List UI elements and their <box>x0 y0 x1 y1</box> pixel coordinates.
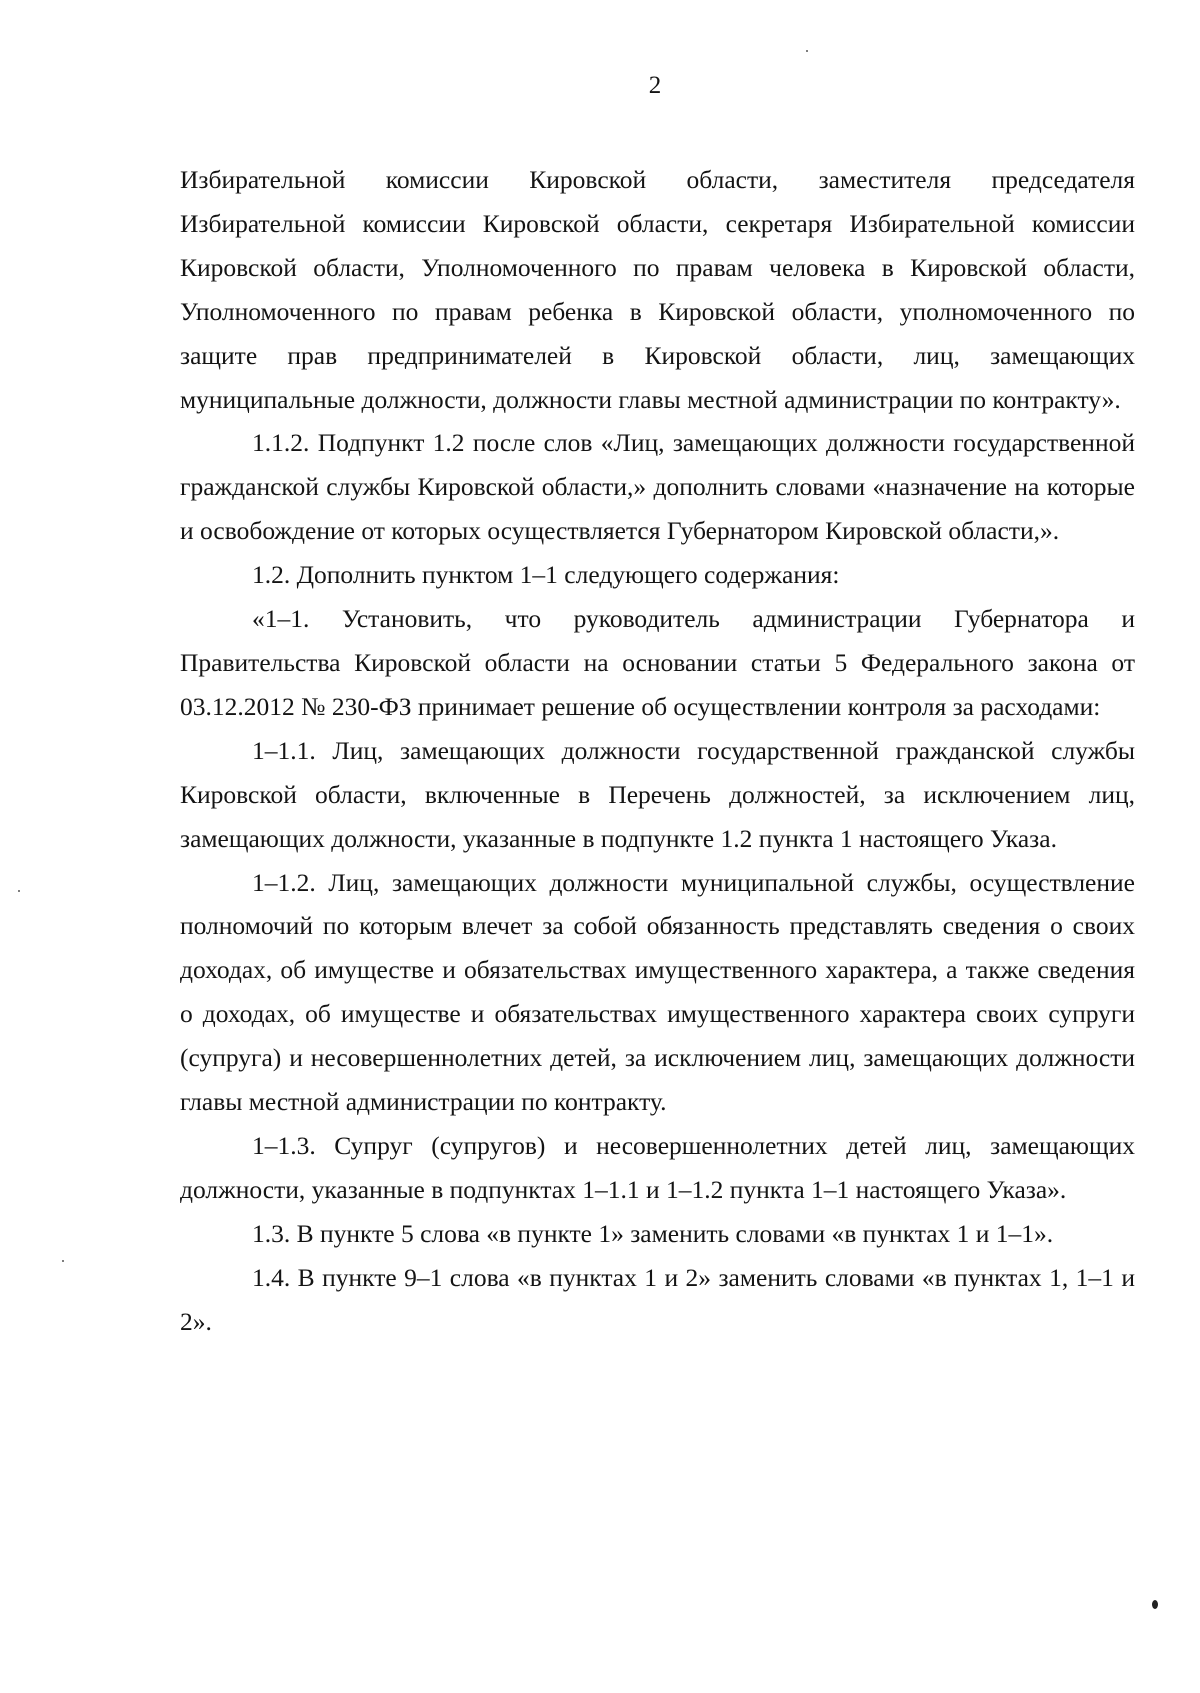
paragraph-1-2: 1.2. Дополнить пунктом 1–1 следующего содержания: <box>252 560 840 590</box>
paragraph-1-1-intro: «1–1. Установить, что руководитель администрации Губернатора и Правительства Кировской области на основании статьи 5 Федерального закона от 03.12.2012 № 230-ФЗ принимает решение об осуществлении контроля за расходами: <box>180 604 1135 721</box>
scan-speck <box>1152 1600 1158 1609</box>
scan-speck <box>62 1260 64 1262</box>
paragraph-1-3: 1.3. В пункте 5 слова «в пункте 1» заменить словами «в пунктах 1 и 1–1». <box>252 1218 1054 1248</box>
page-number: 2 <box>648 72 662 99</box>
paragraph-1-1-2: 1.1.2. Подпункт 1.2 после слов «Лиц, замещающих должности государственной гражданской службы Кировской области,» дополнить словами «назначение на которые и освобождение от которых осуществляется Губернатором Кировской области,». <box>180 428 1135 546</box>
paragraph-1-1-1: 1–1.1. Лиц, замещающих должности государственной гражданской службы Кировской области, включенные в Перечень должностей, за исключением лиц, замещающих должности, указанные в подпункте 1.2 пункта 1 настоящего Указа. <box>180 735 1135 853</box>
scan-speck <box>18 890 20 892</box>
document-body <box>180 158 1135 1343</box>
paragraph-1-1-3: 1–1.3. Супруг (супругов) и несовершеннолетних детей лиц, замещающих должности, указанные в подпунктах 1–1.1 и 1–1.2 пункта 1–1 настоящего Указа». <box>180 1130 1135 1204</box>
paragraph-1-1-2-municipal: 1–1.2. Лиц, замещающих должности муниципальной службы, осуществление полномочий по которым влечет за собой обязанность представлять сведения о своих доходах, об имуществе и обязательствах имущественного характера, а также сведения о доходах, об имуществе и обязательствах имущественного характера своих супруги (супруга) и несовершеннолетних детей, за исключением лиц, замещающих должности главы местной администрации по контракту. <box>180 867 1135 1117</box>
scan-speck <box>806 50 808 52</box>
paragraph-1-4: 1.4. В пункте 9–1 слова «в пунктах 1 и 2» заменить словами «в пунктах 1, 1–1 и 2». <box>180 1262 1135 1336</box>
paragraph-continuation: Избирательной комиссии Кировской области, заместителя председателя Избирательной комиссии Кировской области, секретаря Избирательной комиссии Кировской области, Уполномоченного по правам человека в Кировской области, Уполномоченного по правам ребенка в Кировской области, уполномоченного по защите прав предпринимателей в Кировской области, лиц, замещающих муниципальные должности, должности главы местной администрации по контракту». <box>180 165 1135 414</box>
